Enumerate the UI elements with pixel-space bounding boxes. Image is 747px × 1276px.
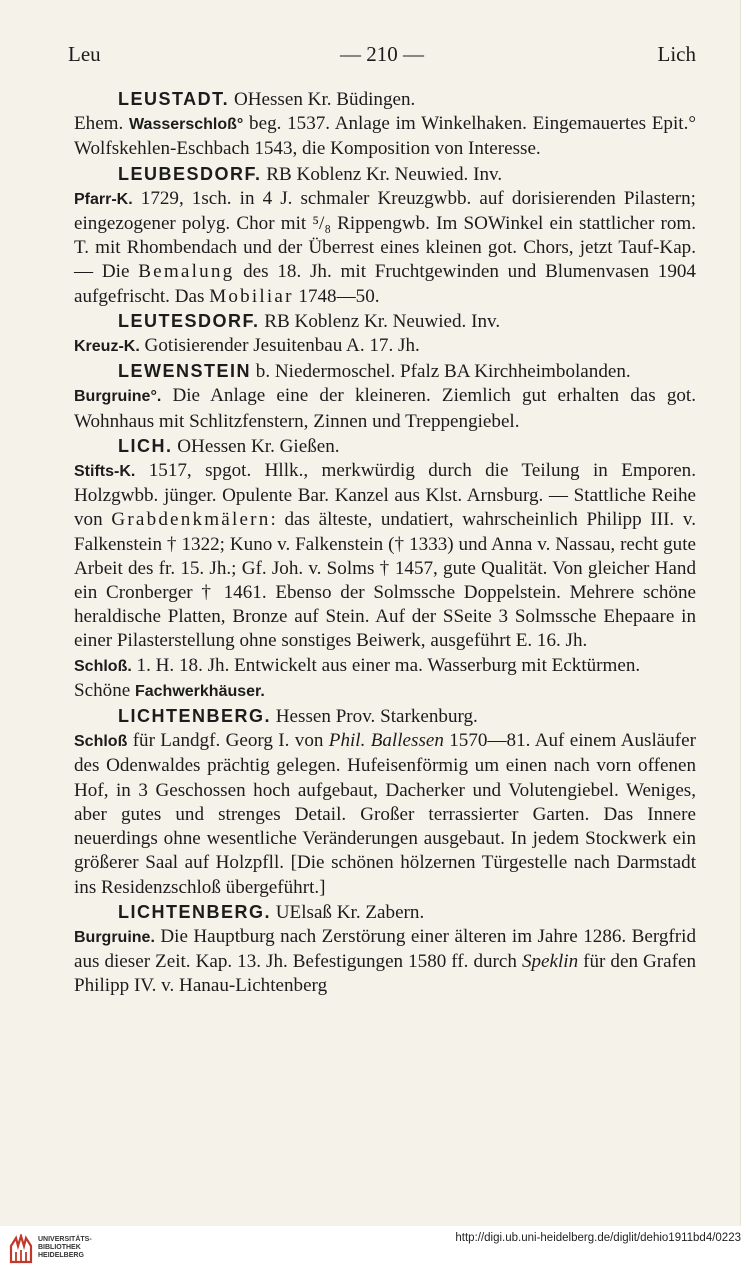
keyword: Schloß. [74,657,132,675]
entry-leutesdorf [74,309,696,359]
entry-paragraph: Burgruine. Die Hauptburg nach Zerstörung einer älteren im Jahre 1286. Bergfrid aus dieser Zeit. Kap. 13. Jh. Befestigungen 1580 ff. durch Speklin für den Grafen Philipp IV. v. Hanau-Lichtenberg [74,925,696,997]
library-logo-icon [8,1234,34,1264]
keyword: Pfarr-K. [74,190,133,208]
entry-heading [74,309,696,334]
headword: LEUSTADT. [118,89,230,109]
entry-paragraph: Stifts-K. 1517, spgot. Hllk., merkwürdig durch die Teilung in Emporen. Holzgwbb. jünger. Opulente Bar. Kanzel aus Klst. Arnsburg. — Stattliche Reihe von Grabdenkmälern: das älteste, undatiert, wahrscheinlich Philipp III. v. Falkenstein † 1322; Kuno v. Falkenstein († 1333) und Anna v. Nassau, recht gute Arbeit des fr. 15. Jh.; Gf. Joh. v. Solms † 1457, gute Qualität. Von gleicher Hand ein Cronberger † 1461. Ebenso der Solmssche Doppelstein. Mehrere schöne heraldische Platten, Bronze auf Stein. Auf der SSeite 3 Solmssche Ehepaare in einer Pilasterstellung ohne sonstiges Beiwerk, ausgeführt E. 16. Jh. [74,460,696,652]
keyword: Fachwerkhäuser. [134,682,265,700]
entry-lewenstein [74,359,696,434]
entry-lichtenberg-hessen [74,704,696,900]
keyword: Schloß [74,733,128,751]
keyword: Burgruine. [74,928,155,946]
headword: LICH. [118,435,173,456]
viewer-footer [0,1226,747,1276]
entry-heading [74,87,696,112]
entry-lich [74,434,696,704]
spaced-term: Bemalung [138,261,235,283]
location: RB Koblenz Kr. Neuwied. Inv. [259,310,501,332]
artist-name: Speklin [521,951,579,973]
entry-leubesdorf [74,162,696,309]
entry-heading [74,900,696,925]
location: OHessen Kr. Büdingen. [229,89,416,110]
keyword: Wasserschloß° [129,116,244,134]
entry-paragraph: Burgruine°. Die Anlage eine der kleineren. Ziemlich gut erhalten das got. Wohnhaus mit Schlitzfenstern, Zinnen und Treppengiebel. [74,385,696,432]
headword: LEUTESDORF. [118,310,260,331]
source-url-link[interactable]: http://digi.ub.uni-heidelberg.de/diglit/dehio1911bd4/0223 [455,1232,741,1244]
keyword: Kreuz-K. [74,338,140,356]
page-body [74,87,696,999]
entry-paragraph: Schöne Fachwerkhäuser. [74,679,265,701]
library-name: UNIVERSITÄTS- BIBLIOTHEK HEIDELBERG [38,1236,92,1259]
header-left: Leu [68,42,101,66]
headword: LEUBESDORF. [118,163,262,184]
entry-heading [74,162,696,187]
header-right: Lich [657,42,696,66]
keyword: Stifts-K. [74,463,136,481]
location: b. Niedermoschel. Pfalz BA Kirchheimbolanden. [251,361,631,383]
location: OHessen Kr. Gießen. [172,435,340,457]
spaced-term: Mobiliar [209,285,294,307]
headword: LICHTENBERG. [118,901,271,922]
entry-heading [74,434,696,459]
entry-heading [74,359,696,384]
location: RB Koblenz Kr. Neuwied. Inv. [261,163,503,185]
entry-paragraph: Schloß. 1. H. 18. Jh. Entwickelt aus einer ma. Wasserburg mit Ecktürmen. [74,654,641,676]
location: UElsaß Kr. Zabern. [271,901,425,923]
entry-paragraph: Kreuz-K. Gotisierender Jesuitenbau A. 17. Jh. [74,335,420,357]
running-header [68,42,696,70]
entry-paragraph: Schloß für Landgf. Georg I. von Phil. Ballessen 1570—81. Auf einem Ausläufer des Odenwaldes prächtig gelegen. Hufeisenförmig um einen nach vorn offenen Hof, in 3 Geschossen hoch aufgebaut, Dacherker und Volutengiebel. Weniges, aber gutes und strenges Detail. Großer terrassierter Garten. Das Innere neuerdings ohne wesentliche Veränderungen ausgebaut. In jedem Stockwerk ein größerer Saal auf Holzpfll. [Die schönen hölzernen Türgestelle nach Darmstadt ins Residenzschloß übergeführt.] [74,730,696,898]
entry-paragraph: Pfarr-K. 1729, 1sch. in 4 J. schmaler Kreuzgwbb. auf dorisierenden Pilastern; eingezogener polyg. Chor mit ⁵/₈ Rippengwb. Im SOWinkel ein stattlicher rom. T. mit Rhombendach und der Überrest eines kleinen got. Chors, jetzt Tauf-Kap. — Die Bemalung des 18. Jh. mit Fruchtgewinden und Blumenvasen 1904 aufgefrischt. Das Mobiliar 1748—50. [74,187,696,307]
headword: LICHTENBERG. [118,706,271,727]
artist-name: Phil. Ballessen [328,730,444,752]
entry-lichtenberg-elsass [74,900,696,999]
entry-paragraph: Ehem. Wasserschloß° beg. 1537. Anlage im Winkelhaken. Eingemauertes Epit.° Wolfskehlen-Eschbach 1543, die Komposition von Interesse. [74,113,696,160]
entry-leustadt [74,87,696,162]
location: Hessen Prov. Starkenburg. [271,706,478,728]
entry-heading [74,704,696,729]
page-number: — 210 — [340,42,424,66]
keyword: Burgruine°. [74,388,162,406]
spaced-term: Grabdenkmälern [111,509,271,531]
headword: LEWENSTEIN [118,361,252,382]
